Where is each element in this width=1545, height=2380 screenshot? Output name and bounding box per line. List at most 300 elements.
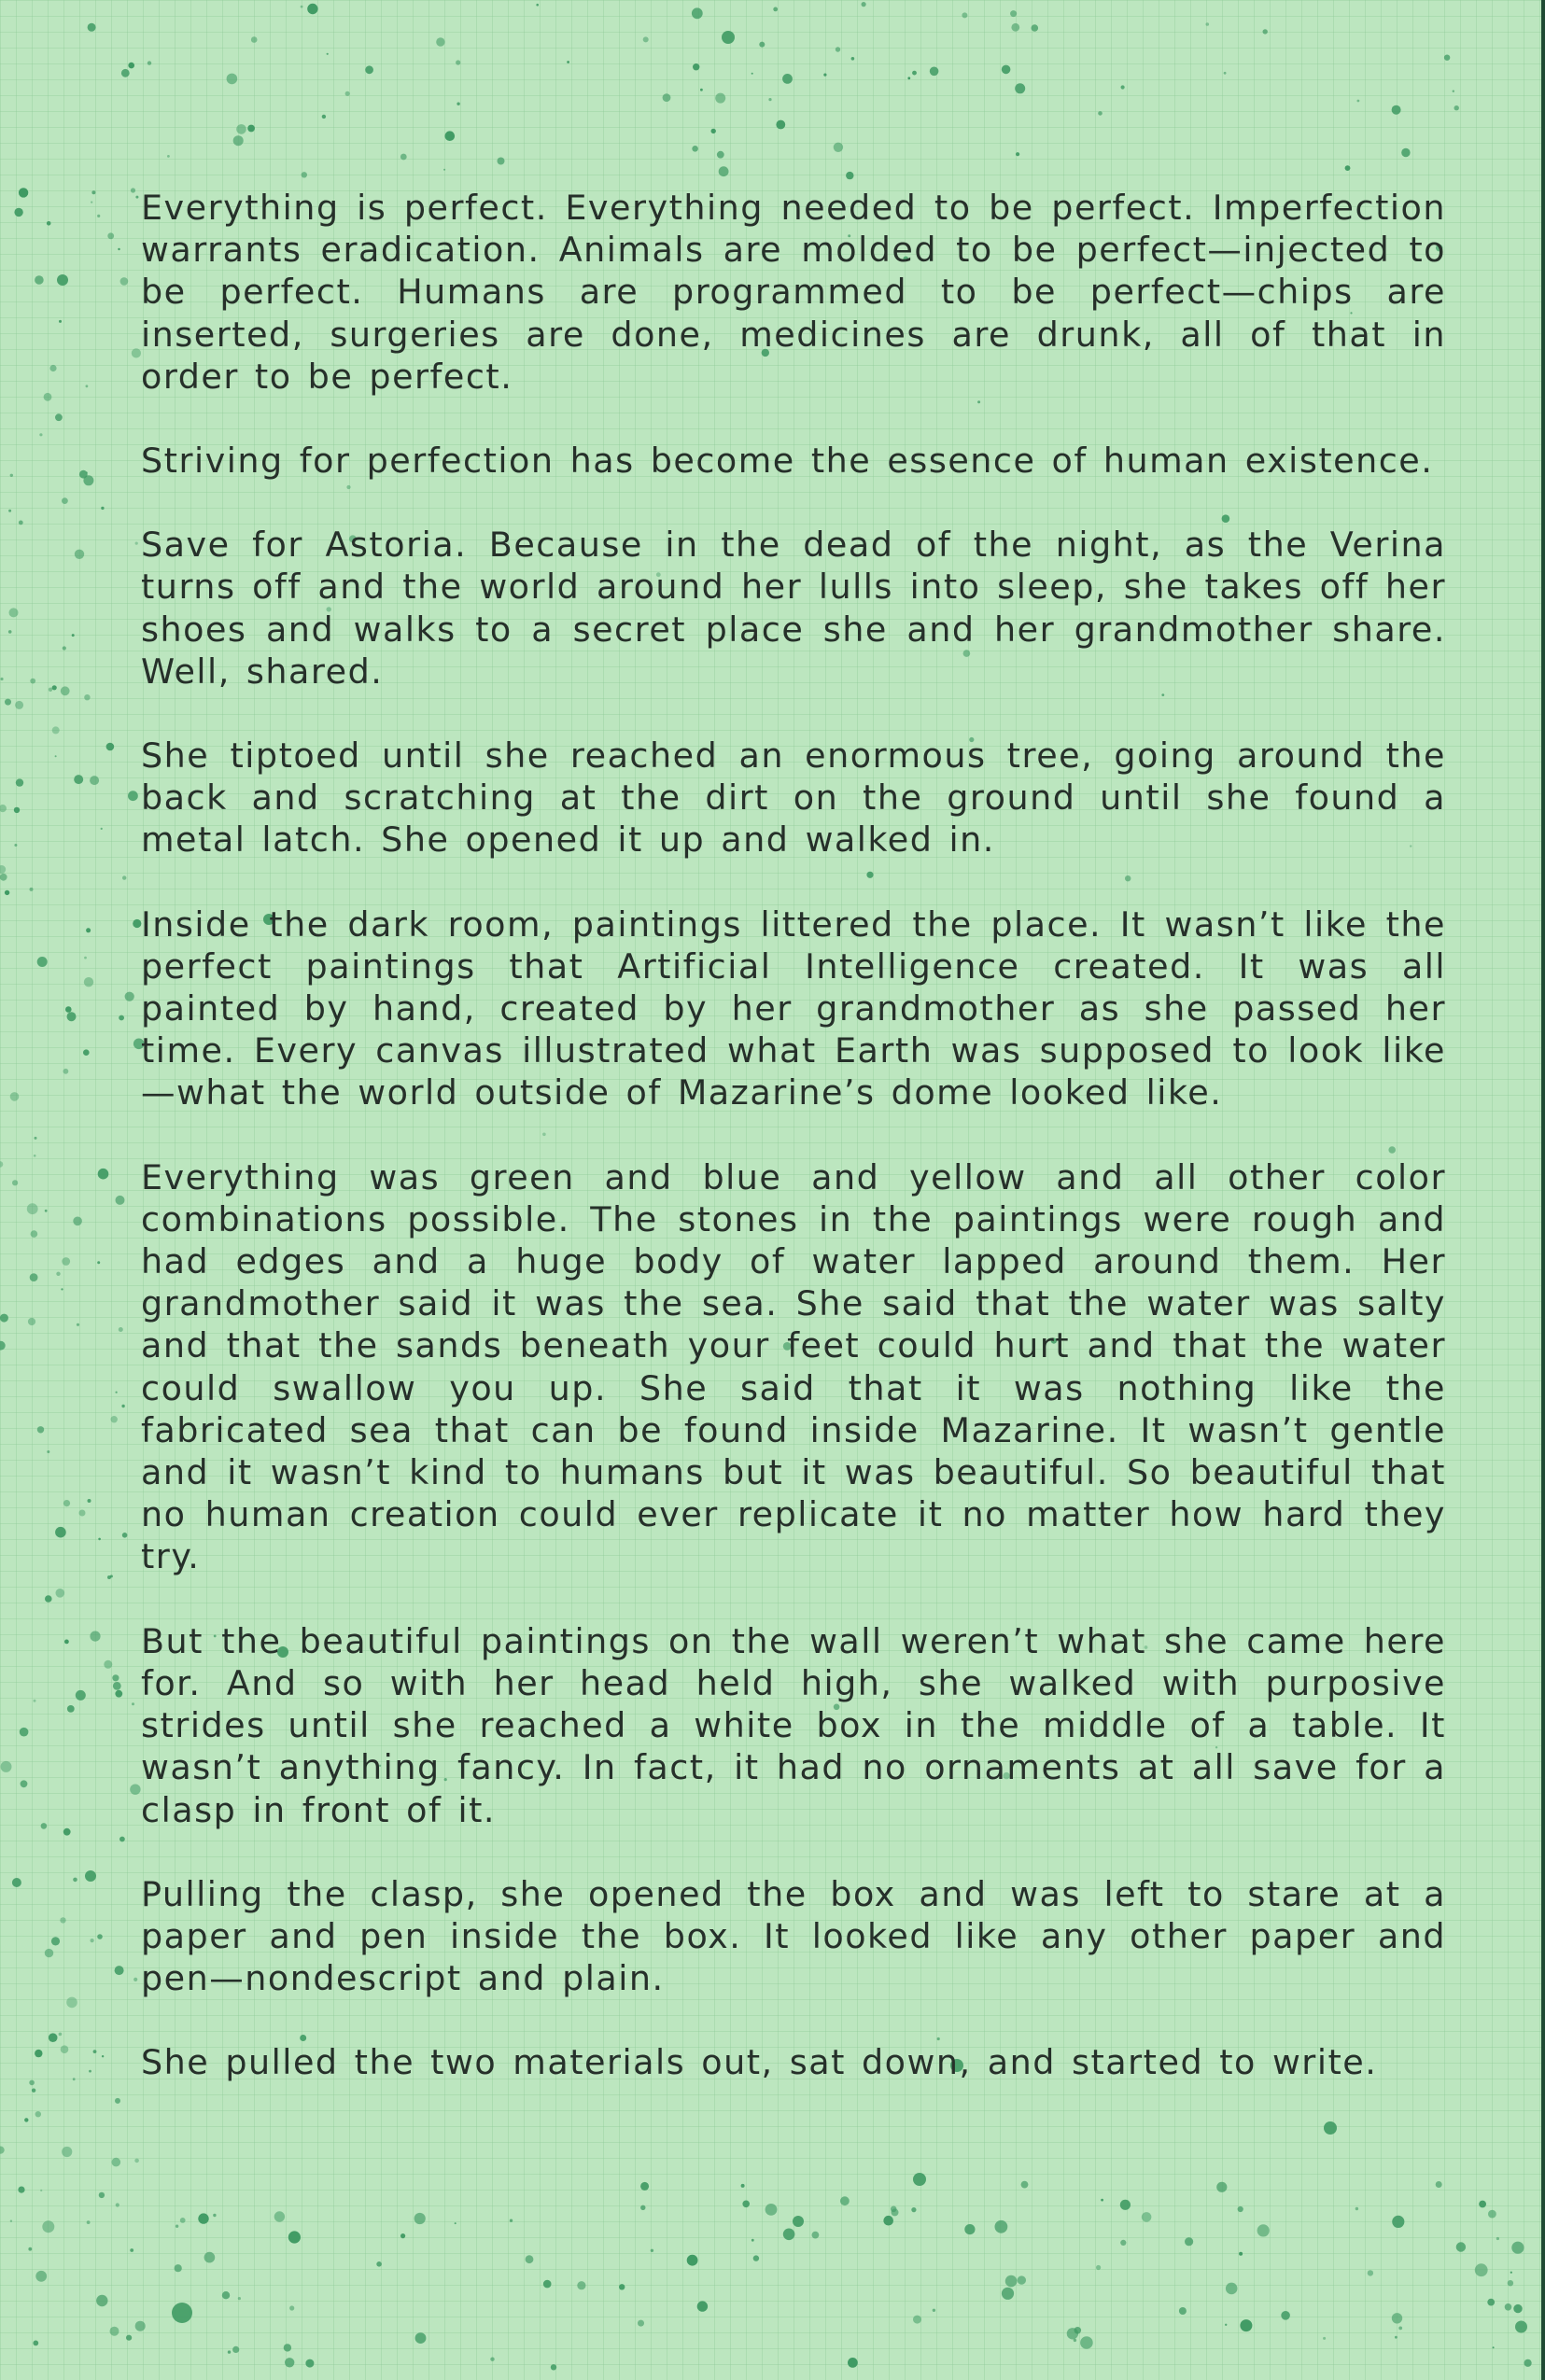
paint-speck (5, 890, 9, 895)
paint-speck (10, 474, 13, 477)
paint-speck (0, 1314, 8, 1323)
paint-speck (121, 1405, 124, 1407)
paint-speck (1101, 2199, 1103, 2202)
paint-speck (101, 507, 104, 510)
paint-speck (97, 215, 100, 217)
paint-speck (51, 1937, 60, 1945)
paint-speck (1015, 83, 1025, 93)
paint-speck (45, 1595, 52, 1603)
paint-speck (97, 1934, 103, 1939)
paint-speck (812, 2232, 820, 2239)
paint-speck (284, 2344, 291, 2351)
paint-speck (1263, 29, 1268, 34)
paint-speck (742, 2201, 750, 2208)
paint-speck (640, 2182, 649, 2191)
paint-speck (1120, 2240, 1126, 2246)
paint-speck (891, 2206, 897, 2213)
paint-speck (49, 688, 52, 692)
paint-speck (121, 69, 130, 77)
paint-speck (1002, 65, 1011, 75)
paint-speck (122, 1533, 128, 1538)
paint-speck (14, 844, 17, 847)
paragraph: She tiptoed until she reached an enormous tree, going around the back and scratching at the dirt on the ground until she found a metal latch. She opened it up and walked in. (141, 735, 1446, 861)
paint-speck (52, 726, 60, 734)
paint-speck (719, 166, 729, 176)
paint-speck (20, 1728, 29, 1737)
paint-speck (86, 385, 89, 387)
paint-speck (62, 497, 68, 504)
paint-speck (793, 2216, 804, 2227)
paint-speck (1488, 2210, 1496, 2219)
paint-speck (1510, 2272, 1512, 2274)
paint-speck (715, 93, 725, 104)
paint-speck (75, 550, 84, 559)
paint-speck (16, 778, 23, 786)
paint-speck (400, 2233, 405, 2238)
paint-speck (63, 1500, 70, 1506)
paint-speck (1011, 23, 1019, 32)
paint-speck (840, 2196, 850, 2205)
paint-speck (91, 1939, 94, 1942)
paint-speck (1392, 2313, 1402, 2323)
paint-speck (651, 2249, 653, 2252)
paint-speck (1323, 2337, 1326, 2340)
paint-speck (55, 1527, 66, 1538)
paint-speck (86, 928, 91, 932)
paint-speck (285, 2358, 294, 2367)
paint-speck (115, 1966, 124, 1975)
paragraph: Inside the dark room, paintings littered the place. It wasn’t like the perfect paintings that Artificial Intelligence created. It was all painted by hand, created by her grandmother as she passed her time. Every canvas illustrated what Earth was supposed to look like—what the world outside of Mazarine’s dome looked like. (141, 903, 1446, 1113)
paint-speck (49, 365, 56, 371)
paint-speck (34, 1155, 36, 1157)
paint-speck (995, 2220, 1008, 2233)
paint-speck (907, 77, 910, 79)
paint-speck (1216, 2182, 1227, 2192)
paint-speck (61, 2045, 69, 2053)
paint-speck (307, 4, 317, 14)
paint-speck (697, 2301, 708, 2311)
paint-speck (76, 1690, 86, 1701)
paint-speck (1392, 105, 1401, 115)
paint-speck (274, 2211, 285, 2221)
paint-speck (1508, 2280, 1513, 2286)
paint-speck (122, 875, 126, 879)
paint-speck (1493, 2346, 1495, 2348)
paint-speck (77, 1323, 79, 1326)
paint-speck (24, 2118, 28, 2121)
paint-speck (0, 805, 7, 812)
paint-speck (35, 2271, 47, 2282)
paint-speck (577, 2281, 585, 2289)
paint-speck (110, 2327, 119, 2336)
paint-speck (88, 1499, 91, 1503)
paint-speck (222, 2291, 230, 2299)
paint-speck (33, 2341, 38, 2346)
paint-speck (8, 630, 12, 634)
paint-speck (55, 755, 57, 757)
paint-speck (41, 1823, 48, 1829)
paint-speck (49, 2033, 58, 2042)
paint-speck (99, 2192, 105, 2198)
paint-speck (128, 791, 138, 801)
paint-speck (32, 2089, 35, 2093)
paint-speck (692, 146, 698, 152)
paint-speck (83, 1049, 90, 1056)
paint-speck (1016, 152, 1019, 156)
paint-speck (57, 274, 68, 286)
paint-speck (848, 2358, 858, 2368)
paint-speck (116, 1196, 125, 1205)
paint-speck (1454, 105, 1459, 110)
paragraph: But the beautiful paintings on the wall weren’t what she came here for. And so with her head held high, she walked with purposive strides until she reached a white box in the middle of a table. It wasn’t anything fancy. In fact, it had no ornaments at all save for a clasp in front of it. (141, 1620, 1446, 1830)
paint-speck (783, 2229, 795, 2241)
paint-speck (1021, 2181, 1029, 2189)
paint-speck (28, 2247, 32, 2251)
paint-speck (526, 2255, 534, 2263)
paint-speck (1096, 2265, 1101, 2270)
paint-speck (112, 1674, 119, 1681)
story-text (141, 187, 1446, 2084)
paint-speck (147, 61, 151, 64)
paint-speck (1456, 2242, 1466, 2251)
paint-speck (84, 694, 90, 700)
paint-speck (40, 2190, 42, 2191)
paint-speck (0, 2147, 5, 2154)
paint-speck (759, 42, 765, 48)
paint-speck (84, 977, 93, 987)
paint-speck (112, 2158, 121, 2167)
paint-speck (913, 2173, 926, 2186)
paint-speck (59, 320, 62, 323)
paragraph: Striving for perfection has become the essence of human existence. (141, 441, 1434, 482)
paint-speck (84, 957, 87, 959)
paint-speck (98, 1538, 101, 1541)
paint-speck (35, 2111, 41, 2117)
paint-speck (15, 701, 23, 709)
paint-speck (964, 2224, 975, 2234)
paint-speck (35, 275, 44, 285)
paint-speck (119, 1015, 124, 1021)
paint-speck (125, 992, 134, 1001)
paint-speck (113, 1682, 121, 1690)
paint-speck (543, 2280, 552, 2289)
paint-speck (116, 1392, 118, 1393)
paint-speck (90, 776, 99, 785)
paint-speck (8, 510, 11, 512)
paint-speck (693, 63, 699, 70)
paint-speck (126, 2335, 132, 2341)
paint-speck (64, 1640, 69, 1645)
paint-speck (1505, 2303, 1512, 2311)
paint-speck (98, 1169, 109, 1180)
paint-speck (52, 685, 57, 690)
paint-speck (640, 2205, 645, 2210)
paint-speck (751, 73, 753, 75)
paragraph: Everything was green and blue and yellow and all other color combinations possible. The stones in the paintings were rough and had edges and a huge body of water lapped around them. Her grandmother said it was the sea. She said that the water was salty and that the sands beneath your feet could hurt and that the water could swallow you up. She said that it was nothing like the fabricated sea that can be found inside Mazarine. It wasn’t gentle and it wasn’t kind to humans but it was beautiful. So beautiful that no human creation could ever replicate it no matter how hard they try. (141, 1156, 1446, 1577)
paint-speck (44, 393, 52, 401)
paint-speck (551, 2364, 556, 2370)
paint-speck (133, 1978, 137, 1981)
paint-speck (510, 2219, 513, 2222)
paint-speck (132, 1702, 134, 1705)
paint-speck (1240, 2319, 1252, 2331)
paint-speck (717, 151, 724, 159)
paint-speck (251, 36, 258, 43)
paint-speck (91, 202, 92, 203)
paint-speck (63, 1069, 69, 1074)
paint-speck (30, 1273, 38, 1281)
paint-speck (1226, 2283, 1238, 2295)
paint-speck (115, 2098, 120, 2104)
paint-speck (28, 1318, 35, 1325)
paint-speck (327, 53, 329, 55)
paint-speck (73, 2078, 76, 2080)
paint-speck (35, 1137, 37, 1140)
paint-speck (1398, 2327, 1402, 2331)
paint-speck (711, 129, 716, 133)
paint-speck (322, 115, 326, 119)
paragraph: Everything is perfect. Everything needed to be perfect. Imperfection warrants eradication. Animals are molded to be perfect—injected to be perfect. Humans are programmed to be perfect—chips are inserted, surgeries are done, medicines are drunk, all of that in order to be perfect. (141, 188, 1446, 397)
paint-speck (14, 807, 20, 813)
paint-speck (911, 2207, 916, 2212)
paint-speck (45, 1210, 48, 1212)
paint-speck (35, 2050, 42, 2057)
paint-speck (305, 2359, 314, 2368)
paint-speck (1511, 2242, 1524, 2254)
paint-speck (782, 74, 793, 84)
paint-speck (83, 475, 93, 485)
paint-speck (233, 135, 244, 146)
paint-speck (79, 1510, 86, 1517)
paint-speck (1444, 55, 1450, 61)
paint-speck (700, 89, 703, 91)
paint-speck (86, 471, 88, 473)
paint-speck (302, 172, 307, 177)
paint-speck (1281, 2311, 1290, 2320)
paint-speck (741, 2184, 745, 2188)
paint-speck (128, 63, 134, 69)
paint-speck (1080, 2336, 1093, 2349)
paint-speck (1206, 22, 1210, 26)
paint-speck (567, 61, 569, 63)
paint-speck (30, 679, 35, 684)
paint-speck (913, 2316, 921, 2324)
paint-speck (30, 888, 34, 891)
paint-speck (1238, 2206, 1243, 2212)
paint-speck (1239, 2252, 1243, 2256)
paint-speck (301, 6, 303, 8)
paint-speck (130, 2248, 133, 2252)
paint-speck (14, 208, 22, 217)
paint-speck (37, 1426, 44, 1433)
paint-speck (67, 1705, 75, 1713)
paint-speck (1, 1761, 12, 1772)
paint-speck (836, 47, 840, 51)
paint-speck (765, 2204, 778, 2216)
paint-speck (1513, 2304, 1522, 2313)
paint-speck (1524, 2359, 1532, 2367)
paint-speck (176, 2225, 178, 2228)
paint-speck (1142, 2212, 1152, 2222)
paint-speck (776, 120, 785, 130)
paint-speck (930, 67, 939, 77)
paint-speck (107, 232, 114, 239)
paint-speck (45, 1949, 53, 1957)
paint-speck (376, 2261, 382, 2267)
paint-speck (19, 521, 23, 525)
paint-speck (62, 2147, 72, 2157)
paint-speck (663, 93, 671, 102)
paint-speck (1395, 2336, 1398, 2339)
paint-speck (132, 348, 141, 357)
paint-speck (56, 1272, 60, 1276)
paint-speck (116, 2203, 119, 2206)
paint-speck (61, 686, 70, 695)
paint-speck (753, 2255, 759, 2261)
paint-speck (1324, 2121, 1337, 2135)
paint-speck (1032, 24, 1039, 32)
paint-speck (110, 1575, 113, 1577)
paint-speck (415, 2332, 427, 2344)
paint-speck (1345, 165, 1351, 171)
paint-speck (61, 1288, 63, 1290)
paint-speck (31, 1230, 38, 1238)
paint-speck (768, 98, 771, 101)
paint-speck (180, 2218, 186, 2223)
paint-speck (97, 1261, 100, 1264)
paint-speck (345, 91, 350, 96)
paint-speck (236, 124, 246, 134)
paint-speck (27, 1203, 38, 1214)
paint-speck (247, 125, 255, 133)
paint-speck (198, 2213, 208, 2223)
paint-speck (119, 1327, 123, 1332)
paint-speck (1401, 148, 1410, 157)
paint-speck (1368, 2270, 1373, 2275)
paragraph: She pulled the two materials out, sat down, and started to write. (141, 2042, 1378, 2083)
paint-speck (933, 2309, 935, 2312)
paint-speck (119, 1837, 125, 1842)
paint-speck (12, 1878, 21, 1887)
paint-speck (21, 1780, 28, 1787)
paint-speck (85, 1870, 96, 1882)
paint-speck (445, 131, 456, 141)
paint-speck (1257, 2224, 1270, 2236)
paint-speck (213, 2214, 216, 2217)
paint-speck (175, 2264, 182, 2272)
paint-speck (1179, 2307, 1187, 2315)
paint-speck (29, 2080, 35, 2086)
paint-speck (88, 23, 96, 32)
paint-speck (365, 65, 373, 74)
paint-speck (883, 2216, 893, 2226)
paint-speck (1453, 91, 1454, 92)
paint-speck (106, 743, 115, 751)
paint-speck (1357, 100, 1360, 103)
paint-speck (912, 71, 917, 76)
paint-speck (60, 1917, 65, 1923)
paint-speck (131, 188, 135, 192)
paint-speck (834, 143, 843, 152)
paint-speck (73, 1878, 77, 1883)
paint-speck (643, 36, 649, 42)
paint-speck (1487, 2299, 1495, 2306)
paint-speck (73, 1217, 82, 1226)
paint-speck (115, 1690, 122, 1698)
paint-speck (0, 865, 6, 874)
paint-speck (1018, 2275, 1026, 2284)
paint-speck (63, 646, 66, 650)
paint-speck (1185, 2237, 1193, 2246)
paint-speck (96, 2295, 107, 2306)
paint-speck (62, 1257, 70, 1266)
paint-speck (456, 60, 460, 64)
paint-speck (1224, 72, 1227, 75)
paint-speck (134, 2159, 139, 2163)
paint-speck (118, 248, 119, 250)
paint-speck (227, 74, 238, 85)
paint-speck (400, 154, 407, 161)
paint-speck (722, 31, 735, 44)
paint-speck (87, 2220, 91, 2224)
paint-speck (1496, 2237, 1499, 2240)
paint-speck (47, 221, 51, 226)
paint-speck (39, 433, 42, 436)
paint-speck (962, 12, 967, 18)
paint-speck (436, 37, 444, 46)
paint-speck (172, 2303, 192, 2323)
paint-speck (12, 1180, 18, 1185)
paint-speck (490, 2358, 494, 2361)
paint-speck (93, 2050, 97, 2053)
paint-speck (232, 2346, 239, 2353)
paint-speck (65, 1006, 72, 1013)
paint-speck (1392, 2216, 1404, 2228)
paint-speck (228, 2350, 231, 2353)
paint-speck (773, 7, 778, 11)
paint-speck (72, 634, 75, 637)
paint-speck (862, 2, 866, 7)
paint-speck (751, 2239, 754, 2242)
paint-speck (1515, 2321, 1527, 2333)
paint-speck (1010, 10, 1017, 17)
paint-speck (1098, 111, 1103, 116)
paint-speck (238, 2297, 241, 2300)
paint-speck (1355, 2207, 1358, 2210)
paint-speck (638, 2320, 644, 2327)
page-edge-border (1541, 0, 1545, 2380)
paint-speck (619, 2284, 625, 2289)
paint-speck (443, 169, 445, 171)
paint-speck (0, 1161, 3, 1168)
paint-speck (1005, 2275, 1018, 2288)
paint-speck (63, 1828, 71, 1836)
paint-speck (19, 188, 28, 197)
paint-speck (1479, 2201, 1486, 2208)
paint-speck (498, 158, 505, 165)
paint-speck (823, 74, 826, 77)
paint-speck (74, 775, 83, 784)
paint-speck (90, 1631, 100, 1642)
paint-speck (288, 2231, 301, 2243)
paint-speck (1475, 2263, 1488, 2276)
paint-speck (1067, 2328, 1078, 2339)
paint-speck (18, 2187, 24, 2193)
paint-speck (1225, 2324, 1227, 2326)
paint-speck (135, 2321, 146, 2331)
paint-speck (120, 277, 129, 286)
paragraph: Save for Astoria. Because in the dead of the night, as the Verina turns off and the world around her lulls into sleep, she takes off her shoes and walks to a secret place she and her grandmother share. Well, shared. (141, 525, 1446, 692)
